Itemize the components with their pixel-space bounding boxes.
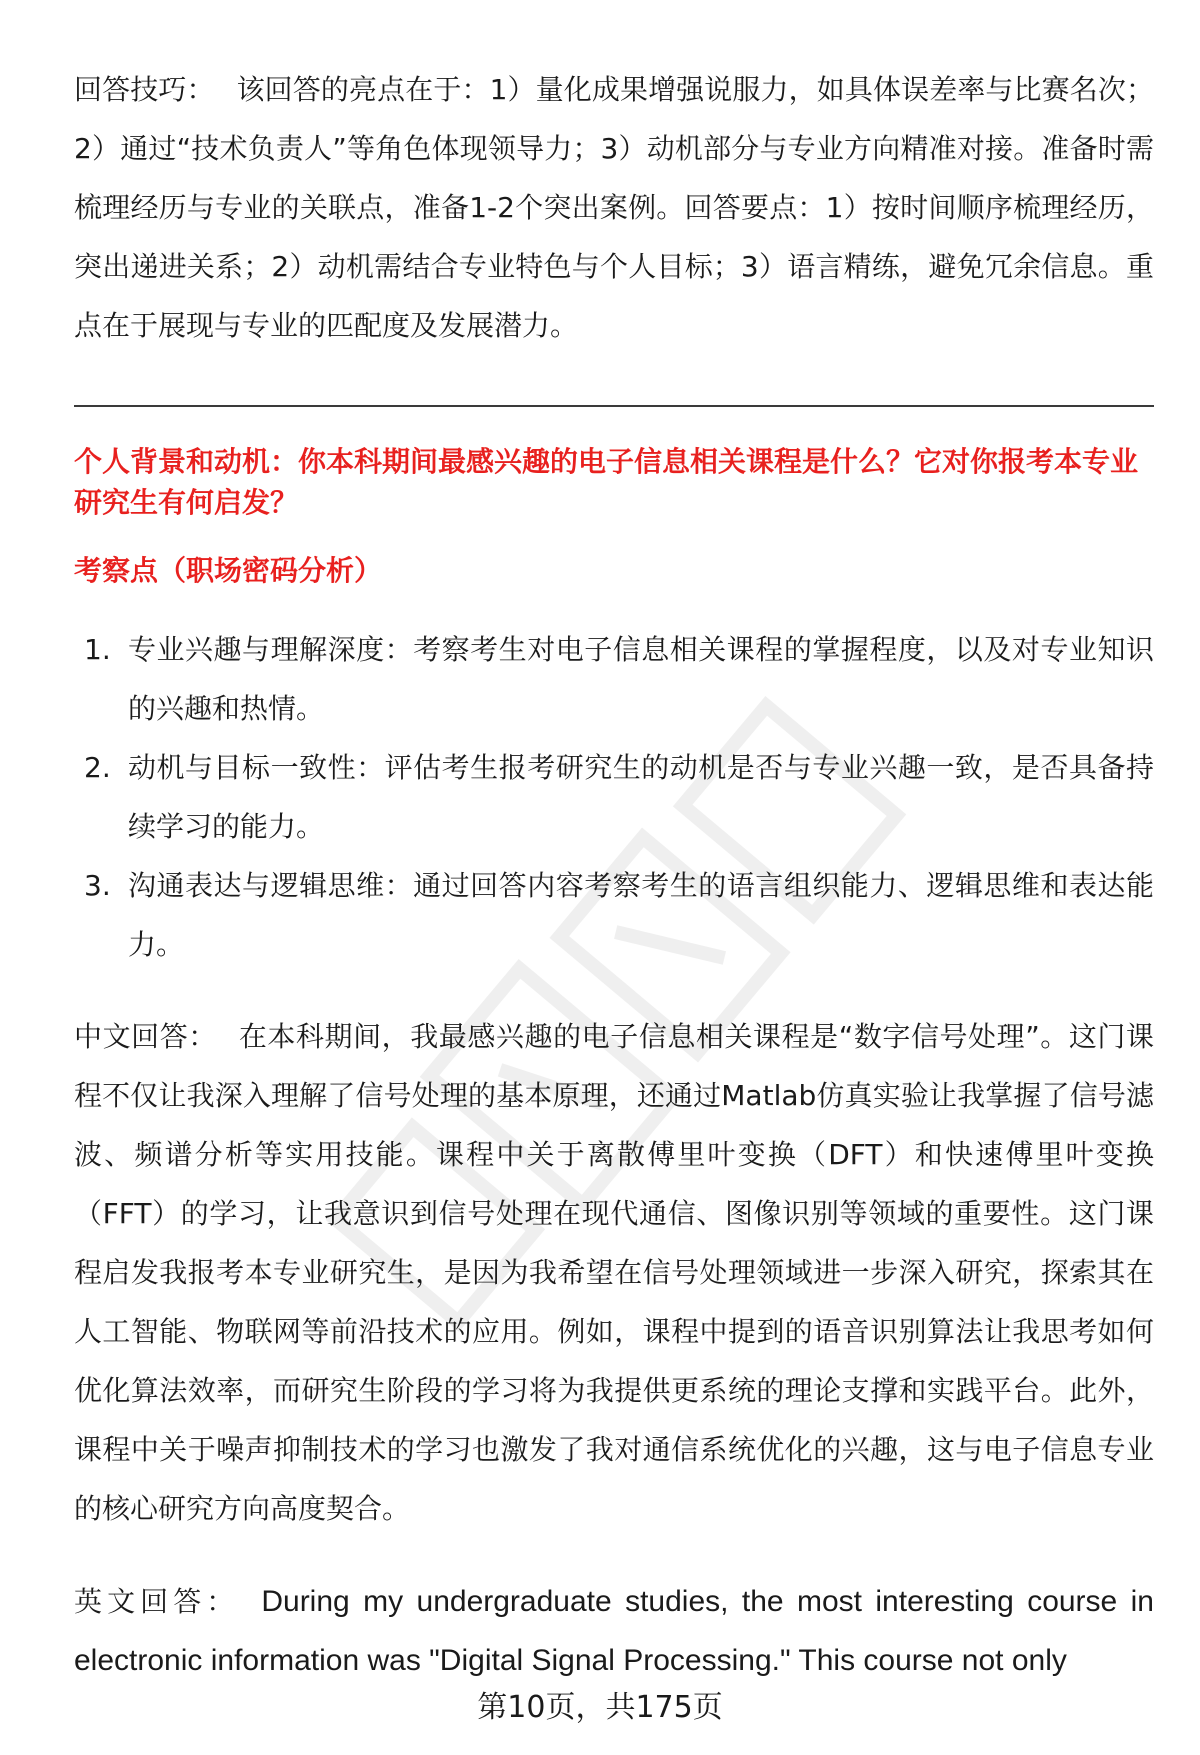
list-item-number: 1.	[84, 633, 111, 666]
list-item	[74, 738, 1154, 856]
chinese-answer-text: 在本科期间，我最感兴趣的电子信息相关课程是“数字信号处理”。这门课程不仅让我深入理解了信号处理的基本原理，还通过Matlab仿真实验让我掌握了信号滤波、频谱分析等实用技能。课程中关于离散傅里叶变换（DFT）和快速傅里叶变换（FFT）的学习，让我意识到信号处理在现代通信、图像识别等领域的重要性。这门课程启发我报考本专业研究生，是因为我希望在信号处理领域进一步深入研究，探索其在人工智能、物联网等前沿技术的应用。例如，课程中提到的语音识别算法让我思考如何优化算法效率，而研究生阶段的学习将为我提供更系统的理论支撑和实践平台。此外，课程中关于噪声抑制技术的学习也激发了我对通信系统优化的兴趣，这与电子信息专业的核心研究方向高度契合。	[74, 1020, 1154, 1525]
chinese-answer-paragraph	[74, 1007, 1154, 1538]
list-item-number: 3.	[84, 869, 111, 902]
chinese-answer-section	[74, 1007, 1154, 1538]
list-item	[74, 856, 1154, 974]
answer-tips-text: 该回答的亮点在于：1）量化成果增强说服力，如具体误差率与比赛名次；2）通过“技术负责人”等角色体现领导力；3）动机部分与专业方向精准对接。准备时需梳理经历与专业的关联点，准备1-2个突出案例。回答要点：1）按时间顺序梳理经历，突出递进关系；2）动机需结合专业特色与个人目标；3）语言精练，避免冗余信息。重点在于展现与专业的匹配度及发展潜力。	[74, 73, 1154, 342]
question-heading: 个人背景和动机：你本科期间最感兴趣的电子信息相关课程是什么？它对你报考本专业研究生有何启发？	[74, 445, 1139, 519]
answer-tips-paragraph	[74, 60, 1154, 355]
english-answer-text: During my undergraduate studies, the most interesting course in electronic information was "Digital Signal Processing." This course not only	[74, 1585, 1154, 1677]
chinese-answer-label: 中文回答：	[74, 1020, 217, 1053]
list-item-text: 沟通表达与逻辑思维：通过回答内容考察考生的语言组织能力、逻辑思维和表达能力。	[128, 869, 1154, 961]
english-answer-section	[74, 1572, 1154, 1690]
answer-tips-label: 回答技巧：	[74, 73, 215, 106]
english-answer-paragraph	[74, 1572, 1154, 1690]
list-item-number: 2.	[84, 751, 111, 784]
assessment-heading: 考察点（职场密码分析）	[74, 554, 383, 587]
list-item	[74, 620, 1154, 738]
page-number-footer: 第10页，共175页	[477, 1690, 723, 1725]
section-divider	[74, 405, 1154, 407]
list-item-text: 专业兴趣与理解深度：考察考生对电子信息相关课程的掌握程度，以及对专业知识的兴趣和热情。	[128, 633, 1154, 725]
intro-section	[74, 60, 1154, 355]
assessment-list	[74, 620, 1154, 974]
list-item-text: 动机与目标一致性：评估考生报考研究生的动机是否与专业兴趣一致，是否具备持续学习的能力。	[128, 751, 1154, 843]
english-answer-label: 英文回答：	[74, 1585, 240, 1618]
